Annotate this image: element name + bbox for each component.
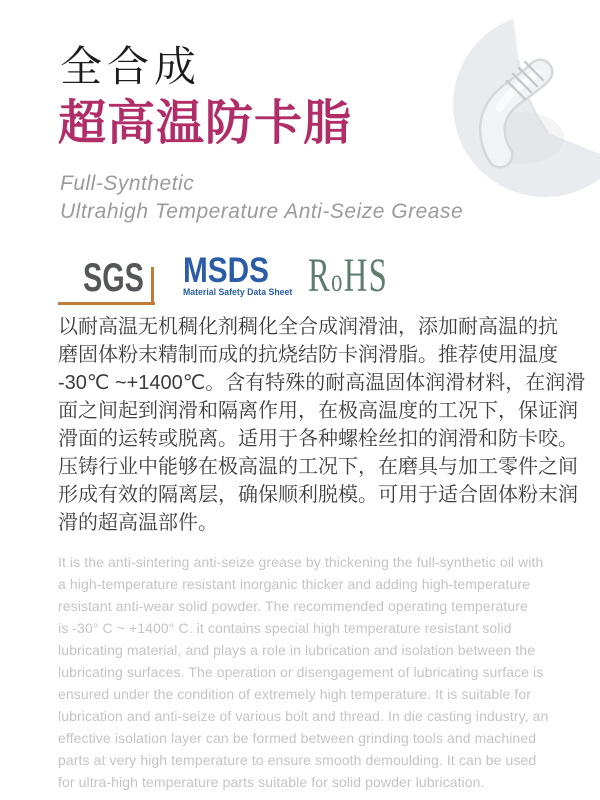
text-line: for ultra-high temperature parts suitable for solid powder lubrication. <box>58 774 485 790</box>
text-line: lubricating material, and plays a role in lubrication and isolation between the <box>58 642 536 658</box>
text-line: a high-temperature resistant inorganic thicker and adding high-temperature <box>58 576 530 592</box>
text-line: 压铸行业中能够在极高温的工况下，在磨具与加工零件之间 <box>58 456 578 478</box>
text-line: parts at very high temperature to ensure smooth demoulding. It can be used <box>58 752 537 768</box>
text-line: effective isolation layer can be formed between grinding tools and machined <box>58 730 537 746</box>
sgs-logo-underline <box>58 302 155 305</box>
text-line: 滑面的运转或脱离。适用于各种螺栓丝扣的润滑和防卡咬。 <box>58 428 578 450</box>
subtitle-line-1: Full-Synthetic <box>60 172 195 195</box>
rohs-logo-text-o: o <box>331 263 344 299</box>
rohs-logo-text-hs: HS <box>343 249 389 302</box>
text-line: 以耐高温无机稠化剂稠化全合成润滑油，添加耐高温的抗 <box>58 316 558 338</box>
sgs-logo <box>58 258 158 306</box>
text-line: 磨固体粉末精制而成的抗烧结防卡润滑脂。推荐使用温度 <box>58 344 558 366</box>
rohs-logo <box>308 249 389 303</box>
text-line: ensured under the condition of extremely high temperature. It is suitable for <box>58 686 532 702</box>
product-title-cn: 全合成 <box>60 43 202 90</box>
product-title-accent: 超高温防卡脂 <box>58 97 353 150</box>
sgs-logo-text: SGS <box>83 256 144 300</box>
text-line: 滑的超高温部件。 <box>58 512 218 534</box>
description-english <box>58 551 548 793</box>
sgs-logo-vline <box>151 267 154 302</box>
msds-logo-subtext: Material Safety Data Sheet <box>183 287 293 298</box>
text-line: -30℃ ~+1400℃。含有特殊的耐高温固体润滑材料，在润滑 <box>58 372 586 394</box>
text-line: 面之间起到润滑和隔离作用，在极高温度的工况下，保证润 <box>58 400 578 422</box>
msds-logo <box>183 251 303 298</box>
description-chinese <box>58 313 585 537</box>
text-line: lubrication and anti-seize of various bolt and thread. In die casting industry, an <box>58 708 549 724</box>
text-line: resistant anti-wear solid powder. The recommended operating temperature <box>58 598 528 614</box>
text-line: 形成有效的隔离层，确保顺利脱模。可用于适合固体粉末润 <box>58 484 578 506</box>
msds-logo-text: MSDS <box>183 251 269 290</box>
rohs-logo-text-r: R <box>308 249 332 302</box>
text-line: lubricating surfaces. The operation or disengagement of lubricating surface is <box>58 664 544 680</box>
subtitle-line-2: Ultrahigh Temperature Anti-Seize Grease <box>60 200 464 223</box>
text-line: It is the anti-sintering anti-seize grease by thickening the full-synthetic oil with <box>58 554 544 570</box>
text-line: is -30° C ~ +1400° C. it contains special high temperature resistant solid <box>58 620 512 636</box>
product-subtitle-en <box>60 170 463 226</box>
